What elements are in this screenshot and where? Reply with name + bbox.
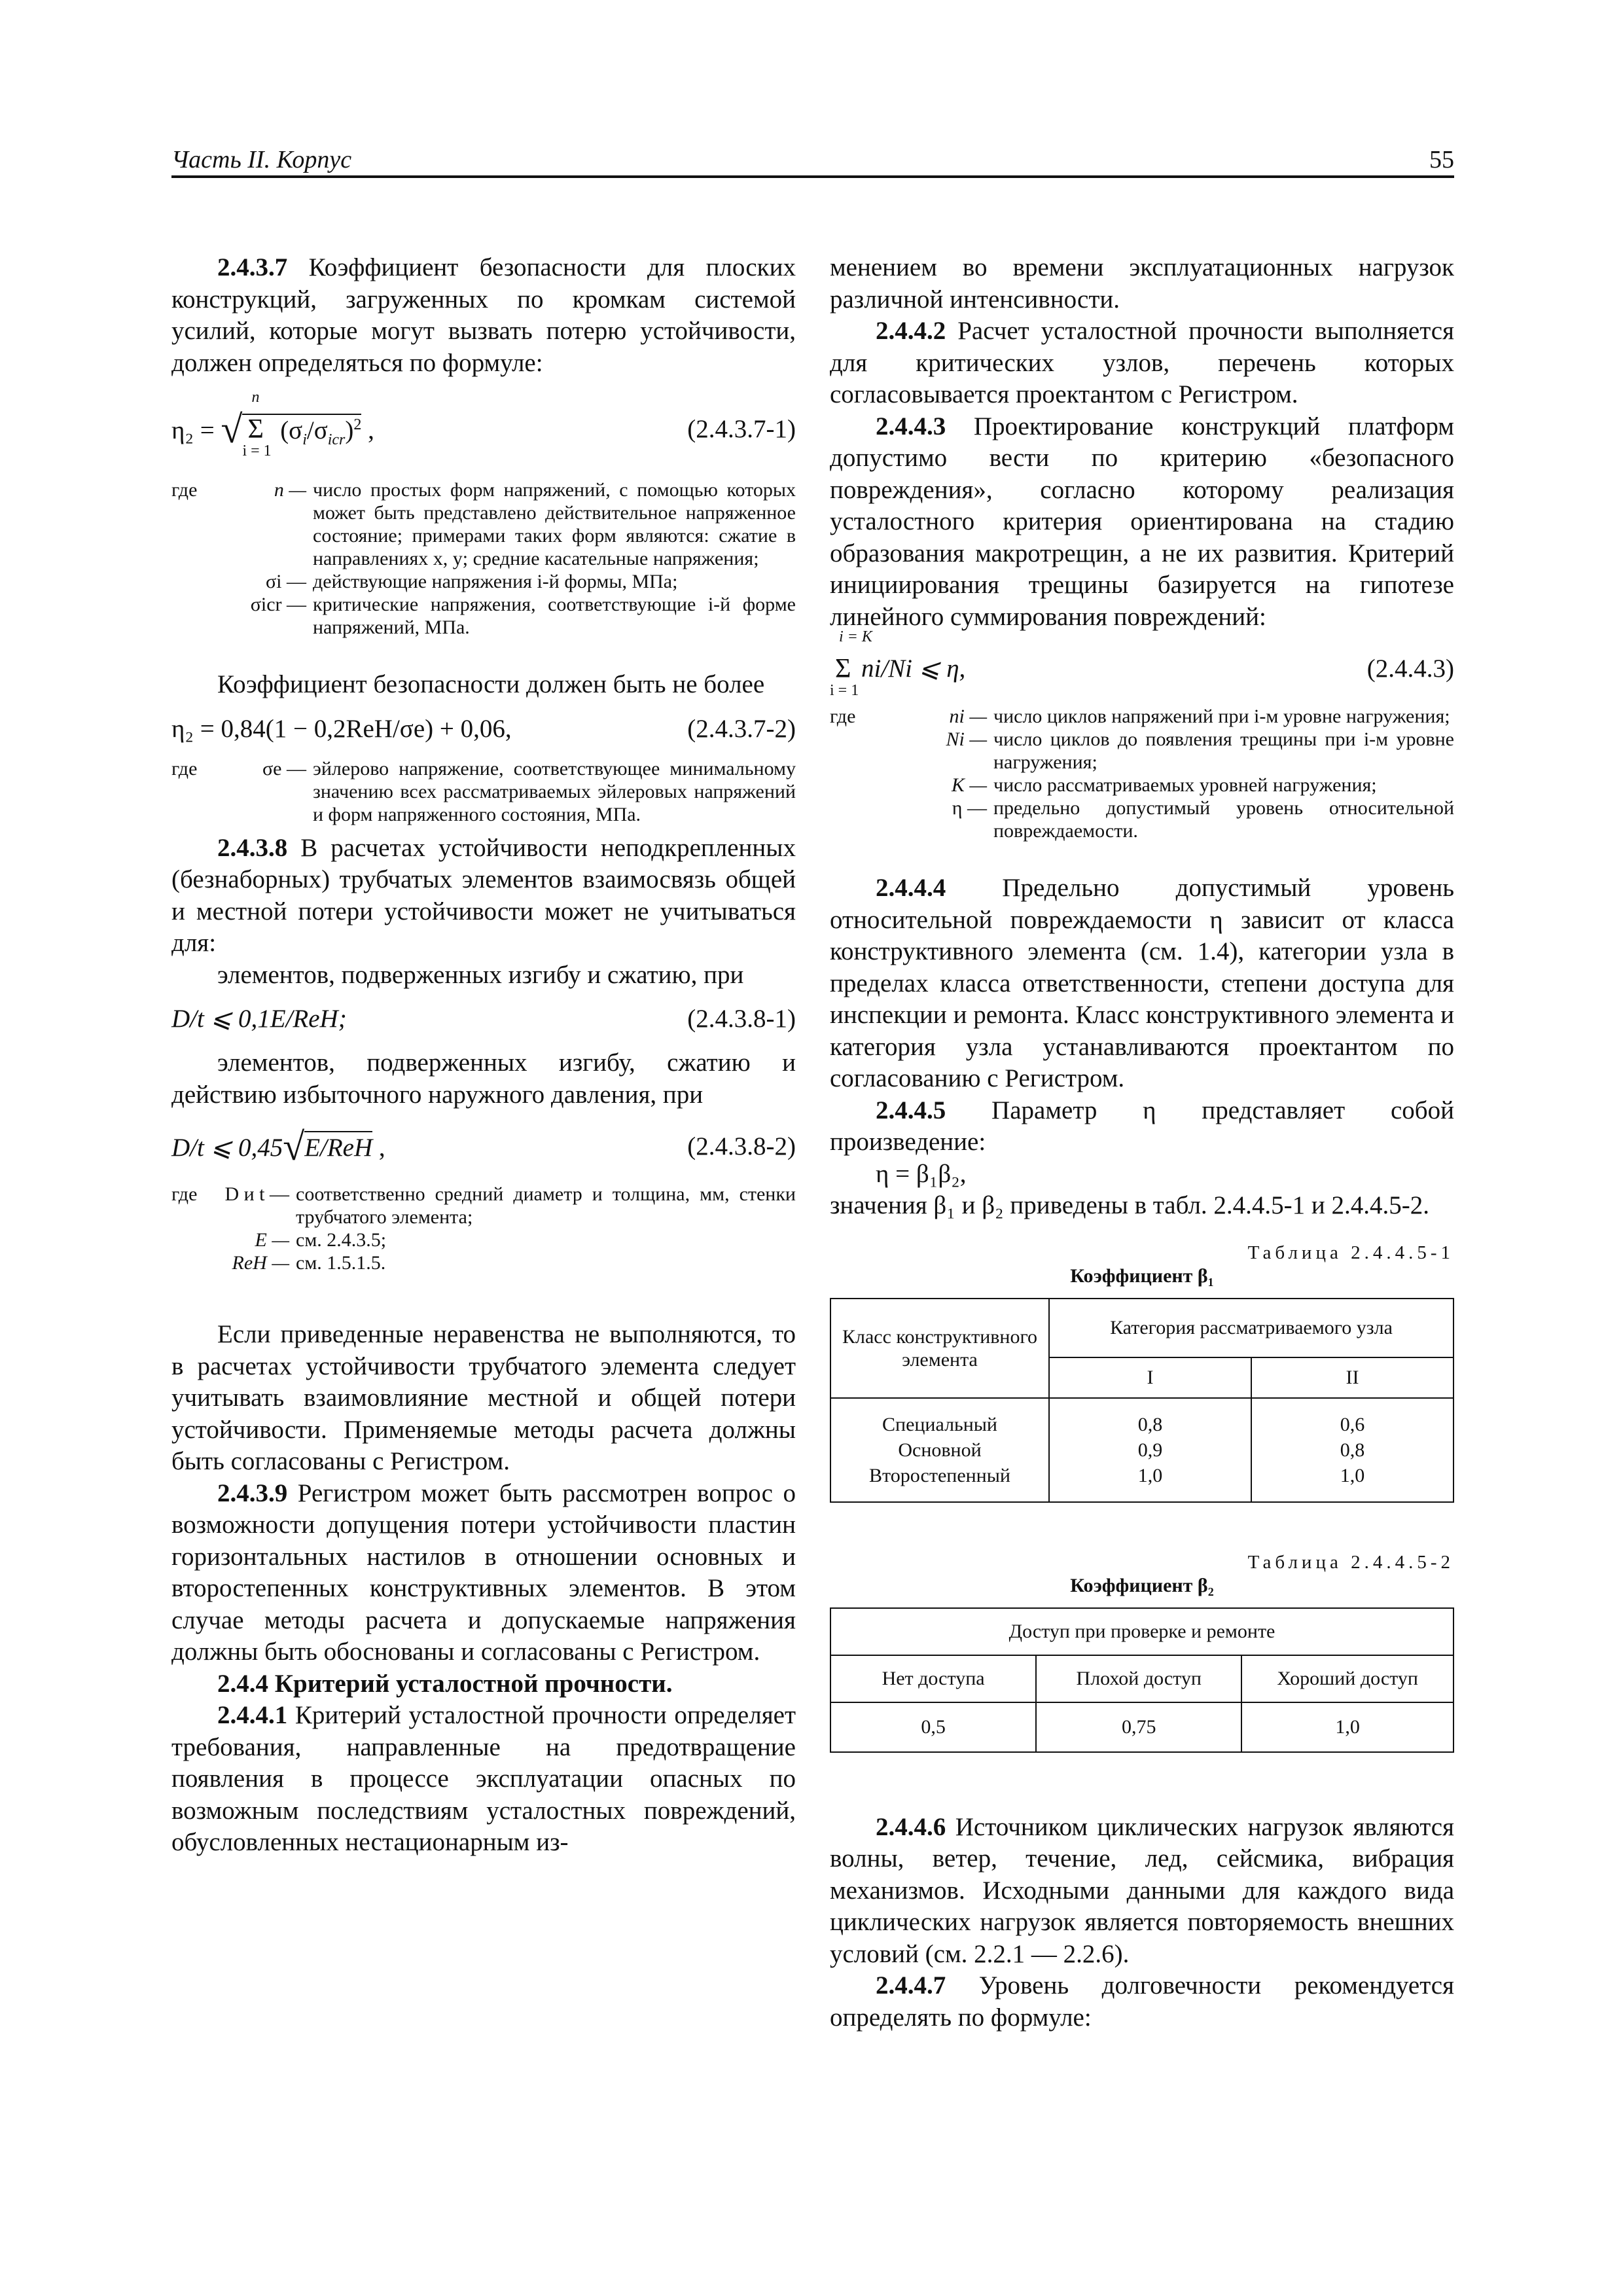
header-cell-category: Категория рассматриваемого узла (1049, 1299, 1454, 1357)
formula-expression: η₂ = 0,84(1 − 0,2ReH/σe) + 0,06, (171, 714, 512, 743)
header-cell-no-access: Нет доступа (830, 1655, 1036, 1702)
definitions-block (171, 1183, 796, 1274)
definition-text: соответственно средний диаметр и толщина, мм, стенки трубчатого элемента; (296, 1183, 796, 1228)
formula-lhs: η₂ = (171, 416, 221, 444)
paragraph-text: Уровень долговечности рекомендуется определять по формуле: (830, 1971, 1454, 2032)
paragraph-2-4-4-7 (830, 1970, 1454, 2034)
formula-expression: D/t ⩽ 0,1E/ReH; (171, 1005, 347, 1033)
formula-part: ni/Ni ⩽ η, (861, 655, 966, 683)
definitions-block (171, 478, 796, 639)
paragraph-2-4-3-9 (171, 1478, 796, 1668)
clause-number: 2.4.4.5 (876, 1096, 946, 1124)
paragraph-text: Расчет усталостной прочности выполняется для критических узлов, перечень которых согласовывается проектантом с Регистром. (830, 317, 1454, 408)
paragraph-2-4-4-2 (830, 315, 1454, 411)
where-word (830, 797, 882, 842)
where-word: где (171, 1183, 198, 1205)
formula-expression (171, 389, 374, 459)
header-cell-good-access: Хороший доступ (1241, 1655, 1454, 1702)
where-word: где (171, 757, 198, 780)
running-title: Часть II. Корпус (171, 146, 352, 173)
where-word (171, 570, 250, 593)
spacer (830, 1503, 1454, 1532)
sum-upper-limit: n (251, 389, 260, 406)
definition-text: число циклов до появления трещины при i-м уровне нагружения; (993, 728, 1454, 773)
paragraph-2-4-4-4 (830, 872, 1454, 1095)
formula-number: (2.4.4.3) (1366, 655, 1454, 683)
definition-row (171, 478, 796, 570)
table-title: Коэффициент β₁ (1070, 1265, 1214, 1287)
table-caption: Таблица 2.4.4.5-1 (1247, 1242, 1454, 1263)
definition-row (830, 774, 1454, 797)
formula-expression (171, 1125, 385, 1168)
clause-number: 2.4.4.6 (876, 1812, 946, 1841)
definition-text: число простых форм напряжений, с помощью которых может быть представлено действительное напряженное состояние; примерами таких форм являются: сжатие в направлениях x, y; средние касательные напряжения; (313, 479, 796, 569)
where-word: где (830, 706, 856, 727)
paragraph-text: Коэффициент безопасности для плоских конструкций, загруженных по кромкам системой усилий, которые могут вызвать потерю устойчивости, должен определяться по формуле: (171, 253, 796, 377)
clause-number: 2.4.4.7 (876, 1971, 946, 2000)
sum-lower-limit: i = 1 (242, 442, 272, 459)
heading-2-4-4 (171, 1668, 796, 1700)
sum-lower-limit: i = 1 (830, 682, 859, 699)
clause-number: 2.4.4.3 (876, 412, 946, 440)
formula-2-4-4-3 (830, 628, 1454, 699)
definition-text: эйлерово напряжение, соответствующее минимальному значению всех рассматриваемых эйлеровых напряжений и форм напряженного состояния, МПа. (313, 757, 796, 825)
definition-row (830, 728, 1454, 774)
formula-part: (σ (274, 416, 303, 444)
definition-text: предельно допустимый уровень относительной повреждаемости. (993, 797, 1454, 842)
table-header-row (830, 1608, 1454, 1655)
definition-symbol: K — (951, 774, 987, 796)
table-beta1 (830, 1298, 1454, 1503)
where-word (171, 1251, 211, 1274)
sum-upper-limit: i = K (839, 628, 872, 645)
sqrt-symbol: √ (221, 408, 243, 451)
table-row (830, 1398, 1454, 1502)
formula-part: , (361, 416, 374, 444)
clause-number: 2.4.4.4 (876, 874, 946, 902)
table-header-row (830, 1299, 1454, 1357)
definition-row (171, 757, 796, 826)
table-caption: Таблица 2.4.4.5-2 (1247, 1551, 1454, 1573)
paragraph-2-4-3-7 (171, 252, 796, 379)
paragraph-bend-compression-pressure: элементов, подверженных изгибу, сжатию и действию избыточного наружного давления, при (171, 1049, 796, 1109)
where-word (830, 728, 882, 774)
paragraph-2-4-4-6 (830, 1812, 1454, 1971)
definitions-block (171, 757, 796, 826)
cell-poor-access: 0,75 (1036, 1702, 1241, 1752)
header-cell-poor-access: Плохой доступ (1036, 1655, 1241, 1702)
formula-part: ) (345, 416, 354, 444)
table-row (830, 1702, 1454, 1752)
spacer (830, 849, 1454, 872)
radicand (242, 389, 362, 459)
clause-number: 2.4.3.9 (217, 1479, 288, 1507)
table-header-row (830, 1655, 1454, 1702)
clause-number: 2.4.3.7 (217, 253, 288, 281)
running-header (171, 145, 1454, 178)
paragraph-2-4-4-1 (171, 1700, 796, 1859)
paragraph-text: Регистром может быть рассмотрен вопрос о возможности допущения потери устойчивости пластин горизонтальных настилов в отношении основных и второстепенных конструктивных элементов. В этом случае методы расчета и допускаемые напряжения должны быть обоснованы и согласованы с Регистром. (171, 1479, 796, 1666)
paragraph-text: Проектирование конструкций платформ допустимо вести по критерию «безопасного повреждения», согласно которому реализация усталостного критерия ориентирована на стадию образования макротрещин, а не их развития. Критерий инициирования трещины базируется на гипотезе линейного суммирования повреждений: (830, 412, 1454, 631)
header-cell-I: I (1049, 1357, 1251, 1398)
formula-2-4-3-7-2 (171, 711, 796, 747)
definition-symbol: σe — (262, 757, 306, 780)
definition-row (171, 1251, 796, 1274)
spacer (830, 1753, 1454, 1812)
definition-symbol: n — (274, 479, 306, 501)
paragraph-continuation: менением во времени эксплуатационных нагрузок различной интенсивности. (830, 253, 1454, 314)
sum-operator (242, 389, 274, 459)
cell-no-access: 0,5 (830, 1702, 1036, 1752)
definition-symbol: Ni — (946, 728, 987, 750)
where-word (830, 774, 882, 797)
formula-2-4-3-8-1 (171, 1001, 796, 1037)
sqrt-symbol: √ (283, 1125, 305, 1168)
sum-symbol: Σ (835, 654, 851, 684)
radicand: E/ReH (304, 1131, 372, 1162)
clause-number: 2.4.4.1 (217, 1701, 288, 1729)
paragraph-text: Предельно допустимый уровень относительной повреждаемости η зависит от класса конструктивного элемента (см. 1.4), категории узла в пределах класса ответственности, степени доступа для инспекции и ремонта. Класс конструктивного элемента и категория узла устанавливаются проектантом по согласованию с Регистром. (830, 874, 1454, 1092)
section-heading: 2.4.4 Критерий усталостной прочности. (217, 1669, 673, 1698)
superscript: 2 (353, 416, 362, 433)
header-cell-class: Класс конструктивного элемента (830, 1299, 1049, 1398)
paragraph-text: Источником циклических нагрузок являются волны, ветер, течение, лед, сейсмика, вибрация механизмов. Исходными данными для каждого вида циклических нагрузок является повторяемость внешних условий (см. 2.2.1 — 2.2.6). (830, 1812, 1454, 1968)
formula-expression (830, 628, 966, 699)
definition-symbol: E — (255, 1229, 289, 1251)
definition-row (171, 1183, 796, 1229)
formula-number: (2.4.3.8-1) (687, 1005, 796, 1033)
spacer (171, 645, 796, 669)
formula-number: (2.4.3.7-2) (687, 714, 796, 743)
paragraph-2-4-4-3 (830, 411, 1454, 634)
sum-operator (830, 628, 872, 699)
definition-row (171, 1229, 796, 1251)
paragraph-2-4-4-5 (830, 1095, 1454, 1158)
table-title: Коэффициент β₂ (1070, 1574, 1214, 1596)
formula-eta-product: η = β₁β₂, (876, 1159, 967, 1188)
formula-2-4-3-8-2 (171, 1121, 796, 1172)
paragraph-text: Критерий усталостной прочности определяет требования, направленные на предотвращение появления в процессе эксплуатации опасных по возможным последствиям усталостных повреждений, обусловленных нестационарным из- (171, 1701, 796, 1856)
formula-part: , (372, 1134, 385, 1162)
cell-good-access: 1,0 (1241, 1702, 1454, 1752)
definition-symbol: ni — (949, 706, 987, 727)
definition-symbol: D и t — (224, 1183, 289, 1205)
cell-values-I: 0,8 0,9 1,0 (1049, 1398, 1251, 1502)
definition-symbol: σi — (265, 571, 306, 592)
subscript: i (302, 431, 307, 448)
paragraph-not-more: Коэффициент безопасности должен быть не более (217, 670, 765, 698)
spacer (171, 1281, 796, 1319)
paragraph-values: значения β₁ и β₂ приведены в табл. 2.4.4.5-1 и 2.4.4.5-2. (830, 1191, 1430, 1219)
definition-row (830, 797, 1454, 842)
header-cell-II: II (1251, 1357, 1454, 1398)
definition-symbol: ReH — (232, 1252, 289, 1274)
header-rule (171, 175, 1454, 178)
cell-values-II: 0,6 0,8 1,0 (1251, 1398, 1454, 1502)
definition-symbol: η — (952, 797, 987, 819)
paragraph-text: Параметр η представляет собой произведение: (830, 1096, 1454, 1156)
definition-text: критические напряжения, соответствующие i-й форме напряжений, МПа. (313, 594, 796, 638)
page-number: 55 (1429, 146, 1454, 173)
cell-class-names: Специальный Основной Второстепенный (830, 1398, 1049, 1502)
formula-number: (2.4.3.7-1) (687, 415, 796, 443)
left-column (171, 252, 796, 1859)
definition-text: число рассматриваемых уровней нагружения; (993, 774, 1377, 796)
where-word (171, 593, 250, 639)
definition-text: действующие напряжения i-й формы, МПа; (313, 571, 678, 592)
definitions-block (830, 705, 1454, 842)
clause-number: 2.4.3.8 (217, 833, 288, 862)
formula-lhs: D/t ⩽ 0,45 (171, 1134, 283, 1162)
definition-row (171, 593, 796, 639)
where-word (171, 1229, 211, 1251)
definition-row (171, 570, 796, 593)
table-beta2 (830, 1607, 1454, 1753)
header-cell-access: Доступ при проверке и ремонте (830, 1608, 1454, 1655)
definition-text: см. 2.4.3.5; (296, 1229, 387, 1251)
paragraph-text: В расчетах устойчивости неподкрепленных (безнаборных) трубчатых элементов взаимосвязь общей и местной потери устойчивости может не учитываться для: (171, 833, 796, 957)
sum-symbol: Σ (247, 414, 264, 444)
definition-row (830, 705, 1454, 728)
paragraph-2-4-3-8 (171, 833, 796, 960)
right-column (830, 252, 1454, 2034)
definition-symbol: σicr — (250, 594, 306, 615)
definition-text: число циклов напряжений при i-м уровне нагружения; (993, 706, 1450, 727)
definition-text: см. 1.5.1.5. (296, 1252, 386, 1274)
where-word: где (171, 479, 198, 501)
formula-part: /σ (306, 416, 328, 444)
formula-number: (2.4.3.8-2) (687, 1132, 796, 1160)
paragraph-if-not-met: Если приведенные неравенства не выполняются, то в расчетах устойчивости трубчатого элемента следует учитывать взаимовлияние местной и общей потери устойчивости. Применяемые методы расчета должны быть согласованы с Регистром. (171, 1320, 796, 1475)
paragraph-bend-compression: элементов, подверженных изгибу и сжатию, при (217, 960, 744, 989)
formula-2-4-3-7-1 (171, 389, 796, 468)
clause-number: 2.4.4.2 (876, 317, 946, 345)
subscript: icr (327, 431, 346, 448)
